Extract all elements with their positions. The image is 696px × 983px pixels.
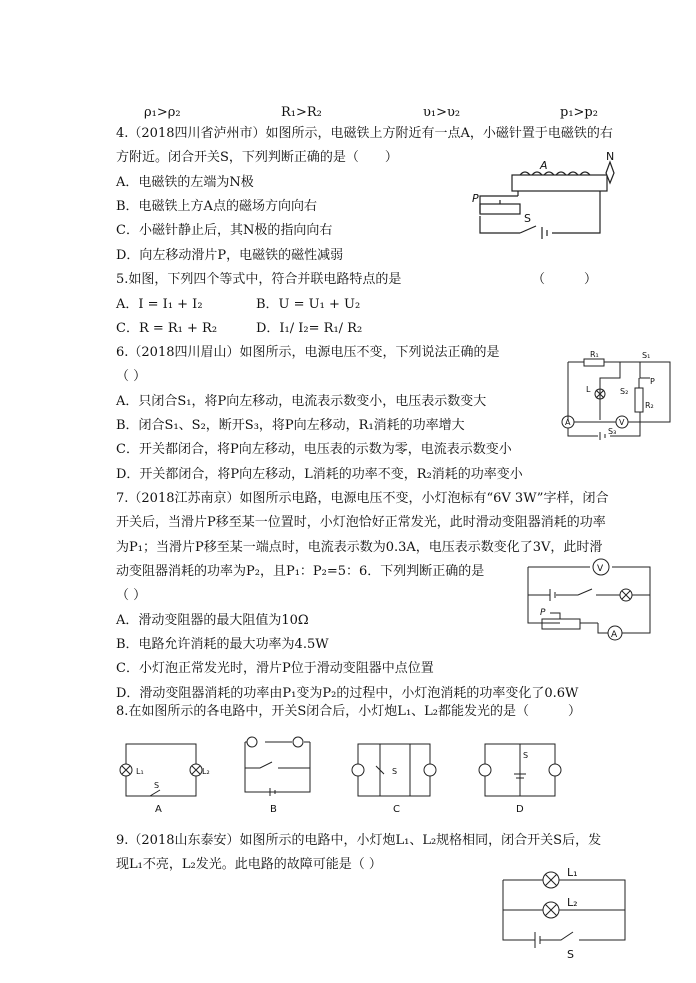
top-row-item: υ₁>υ₂	[423, 105, 461, 120]
q4-option-d: D．向左移动滑片P，电磁铁的磁性减弱	[116, 248, 344, 263]
q4-fig-label-p: P	[472, 192, 479, 205]
q6-fig-s2: S₂	[620, 387, 629, 396]
q7-line2: 开关后，当滑片P移至某一位置时，小灯泡恰好正常发光，此时滑动变阻器消耗的功率	[116, 515, 606, 530]
q5-option-b: B．U = U₁ + U₂	[256, 297, 361, 312]
q8-label-l1: L₁	[136, 767, 144, 776]
q9-line2: 现L₁不亮，L₂发光。此电路的故障可能是（ ）	[116, 857, 382, 872]
q4-option-a: A．电磁铁的左端为N极	[116, 175, 254, 190]
q4-option-b: B．电磁铁上方A点的磁场方向向右	[116, 199, 317, 214]
q7-fig-v: V	[597, 564, 604, 574]
q6-line2: （ ）	[116, 369, 147, 384]
q6-fig-p: P	[650, 377, 655, 386]
q5-option-c: C．R = R₁ + R₂	[116, 321, 218, 336]
q4-fig-label-a: A	[540, 159, 548, 172]
q7-option-a: A．滑动变阻器的最大阻值为10Ω	[116, 613, 309, 628]
top-row-item: ρ₁>ρ₂	[144, 105, 181, 120]
q6-option-a: A．只闭合S₁，将P向左移动，电流表示数变小，电压表示数变大	[116, 394, 487, 409]
q7-fig-p: P	[540, 608, 546, 618]
q4-fig-label-s: S	[524, 212, 531, 225]
q8-line1: 8.在如图所示的各电路中，开关S闭合后，小灯炮L₁、L₂都能发光的是（ ）	[116, 704, 581, 719]
q9-fig-l1: L₁	[567, 866, 578, 879]
q7-fig-a: A	[611, 630, 618, 640]
q7-line4: 动变阻器消耗的功率为P₂，且P₁：P₂=5：6．下列判断正确的是	[116, 564, 485, 579]
q6-fig-l: L	[586, 385, 591, 394]
q4-option-c: C．小磁针静止后，其N极的指向向右	[116, 223, 333, 238]
q6-fig-s1: S₁	[642, 351, 651, 360]
q6-fig-s3: S₃	[608, 427, 617, 436]
q6-fig-r2: R₂	[645, 401, 654, 410]
q8-caption-a: A	[155, 804, 162, 815]
q6-fig-v: V	[619, 418, 625, 427]
q6-line1: 6.（2018四川眉山）如图所示，电源电压不变，下列说法正确的是	[116, 345, 500, 360]
q7-line1: 7.（2018江苏南京）如图所示电路，电源电压不变，小灯泡标有“6V 3W”字样，闭合	[116, 491, 609, 506]
q8-caption-b: B	[270, 804, 277, 815]
q9-fig-l2: L₂	[567, 896, 578, 909]
q8-label-s: S	[523, 751, 529, 760]
q8-figures	[110, 730, 580, 820]
q7-figure	[520, 555, 655, 647]
q7-line5: （ ）	[116, 588, 147, 603]
q6-figure	[560, 350, 675, 442]
q7-option-d: D．滑动变阻器消耗的功率由P₁变为P₂的过程中，小灯泡消耗的功率变化了0.6W	[116, 686, 579, 701]
q7-option-c: C．小灯泡正常发光时，滑片P位于滑动变阻器中点位置	[116, 661, 434, 676]
q8-label-s: S	[154, 781, 160, 790]
top-row-item: p₁>p₂	[560, 105, 598, 120]
q8-caption-d: D	[516, 804, 524, 815]
q9-fig-s: S	[567, 948, 574, 961]
q7-option-b: B．电路允许消耗的最大功率为4.5W	[116, 637, 329, 652]
q4-line2: 方附近。闭合开关S，下列判断正确的是（ ）	[116, 150, 398, 165]
q9-line1: 9.（2018山东泰安）如图所示的电路中，小灯炮L₁、L₂规格相同，闭合开关S后，发	[116, 833, 602, 848]
q8-label-l2: L₂	[202, 767, 210, 776]
q8-caption-c: C	[393, 804, 400, 815]
q4-fig-label-n: N	[606, 150, 615, 163]
q5-paren: （ ）	[532, 272, 598, 287]
q7-line3: 为P₁；当滑片P移至某一端点时，电流表示数为0.3A，电压表示数变化了3V，此时滑	[116, 540, 603, 555]
q6-fig-a: A	[565, 418, 571, 427]
q5-option-a: A．I = I₁ + I₂	[116, 297, 203, 312]
q5-line1: 5.如图，下列四个等式中，符合并联电路特点的是	[116, 272, 402, 287]
q9-figure	[495, 868, 635, 968]
top-row-item: R₁>R₂	[281, 105, 322, 120]
q6-fig-r1: R₁	[590, 350, 599, 359]
q4-figure	[460, 150, 630, 248]
q6-option-d: D．开关都闭合，将P向左移动，L消耗的功率不变，R₂消耗的功率变小	[116, 467, 523, 482]
q8-label-s: S	[392, 767, 398, 776]
q6-option-b: B．闭合S₁、S₂，断开S₃，将P向左移动，R₁消耗的功率增大	[116, 418, 465, 433]
q5-option-d: D．I₁/ I₂= R₁/ R₂	[256, 321, 363, 336]
q4-line1: 4.（2018四川省泸州市）如图所示，电磁铁上方附近有一点A，小磁针置于电磁铁的右	[116, 126, 613, 141]
q6-option-c: C．开关都闭合，将P向左移动，电压表的示数为零，电流表示数变小	[116, 442, 512, 457]
